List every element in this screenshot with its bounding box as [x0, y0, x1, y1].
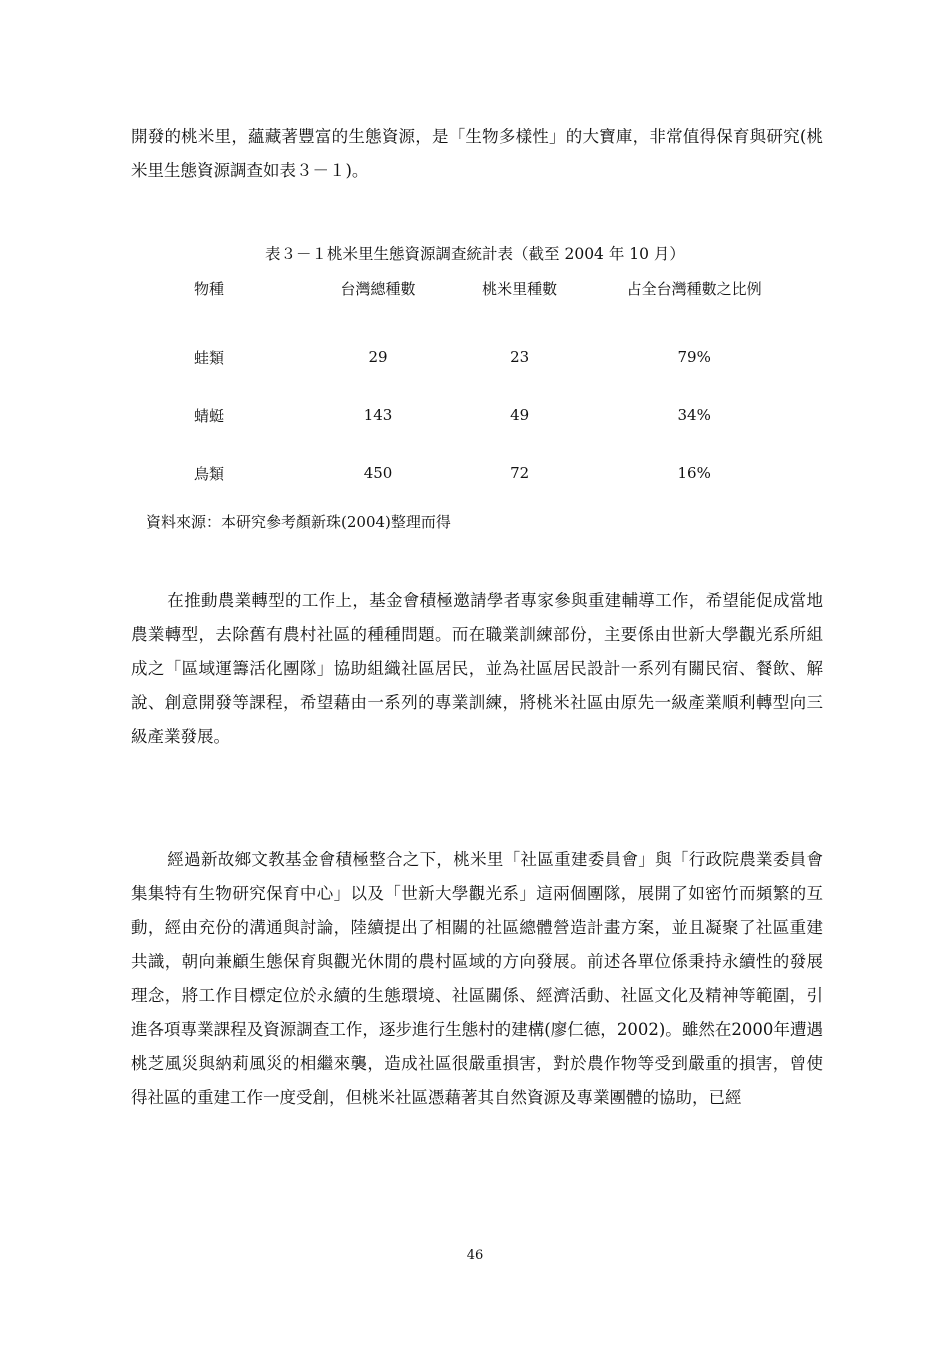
table-header-row: [158, 272, 798, 328]
header-taomi-count: 桃米里種數: [482, 279, 558, 298]
cell-ratio: 79%: [677, 348, 711, 366]
cell-taomi-count: 49: [510, 406, 530, 424]
table-row: [158, 328, 798, 386]
header-species: 物種: [194, 279, 225, 298]
cell-species: 鳥類: [194, 464, 225, 483]
header-ratio: 占全台灣種數之比例: [626, 279, 762, 298]
paragraph-intro: 開發的桃米里，蘊藏著豐富的生態資源，是「生物多樣性」的大寶庫，非常值得保育與研究(桃米里生態資源調查如表３－１)。: [131, 127, 823, 180]
cell-taiwan-total: 29: [368, 348, 388, 366]
table-source-note: 資料來源：本研究參考顏新珠(2004)整理而得: [146, 513, 451, 531]
table-row: [158, 386, 798, 444]
cell-ratio: 34%: [677, 406, 711, 424]
cell-taiwan-total: 450: [363, 464, 393, 482]
cell-taiwan-total: 143: [363, 406, 393, 424]
table-caption: 表３－１桃米里生態資源調查統計表（截至 2004 年 10 月）: [265, 245, 685, 263]
page-number: 46: [466, 1248, 484, 1263]
header-taiwan-total: 台灣總種數: [340, 279, 416, 298]
cell-taomi-count: 23: [510, 348, 530, 366]
paragraph-community-integration: 經過新故鄉文教基金會積極整合之下，桃米里「社區重建委員會」與「行政院農業委員會集集特有生物研究保育中心」以及「世新大學觀光系」這兩個團隊，展開了如密竹而頻繁的互動，經由充份的溝通與討論，陸續提出了相關的社區總體營造計畫方案，並且凝聚了社區重建共識，朝向兼顧生態保育與觀光休閒的農村區域的方向發展。前述各單位係秉持永續性的發展理念，將工作目標定位於永續的生態環境、社區關係、經濟活動、社區文化及精神等範圍，引進各項專業課程及資源調查工作，逐步進行生態村的建構(廖仁德，2002)。雖然在2000年遭遇桃芝風災與納莉風災的相繼來襲，造成社區很嚴重損害，對於農作物等受到嚴重的損害，曾使得社區的重建工作一度受創，但桃米社區憑藉著其自然資源及專業團體的協助，已經: [131, 850, 823, 1107]
paragraph-agriculture-transformation: 在推動農業轉型的工作上，基金會積極邀請學者專家參與重建輔導工作，希望能促成當地農業轉型，去除舊有農村社區的種種問題。而在職業訓練部份，主要係由世新大學觀光系所組成之「區域運籌活化團隊」協助組織社區居民，並為社區居民設計一系列有關民宿、餐飲、解說、創意開發等課程，希望藉由一系列的專業訓練，將桃米社區由原先一級產業順利轉型向三級產業發展。: [131, 591, 823, 746]
table-row: [158, 444, 798, 502]
cell-ratio: 16%: [677, 464, 711, 482]
species-table: [158, 272, 798, 502]
cell-species: 蛙類: [194, 348, 225, 367]
cell-taomi-count: 72: [510, 464, 530, 482]
cell-species: 蜻蜓: [194, 406, 225, 425]
